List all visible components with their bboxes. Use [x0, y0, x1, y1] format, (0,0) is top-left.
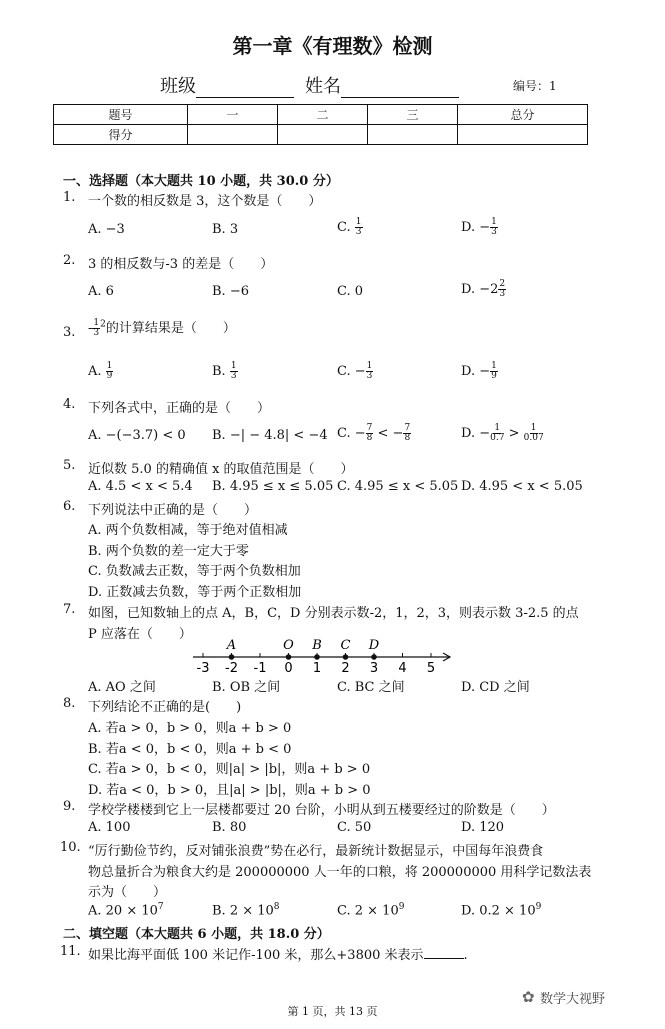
q2-number: 2. — [63, 253, 76, 268]
q3-stem: - $\frac{1}{3}$ $^2$的计算结果是（ ） — [88, 318, 236, 338]
q4-option-a[interactable]: A. −(−3.7) < 0 — [88, 428, 186, 443]
q6-stem: 下列说法中正确的是（ ） — [88, 503, 258, 518]
axis-point-label: A — [226, 638, 237, 653]
q10-stem-line1: “厉行勤俭节约，反对铺张浪费”势在必行，最新统计数据显示，中国每年浪费食 — [88, 844, 544, 859]
page-footer: 第 1 页，共 13 页 — [287, 1005, 378, 1018]
q3-option-a[interactable]: A. $\frac{1}{9}$ — [88, 361, 113, 381]
axis-point-label: O — [283, 638, 294, 653]
axis-tick-label: -3 — [196, 661, 210, 676]
q8-stem: 下列结论不正确的是( ) — [88, 700, 242, 715]
q9-number: 9. — [63, 799, 76, 814]
q10-option-b[interactable]: B. $2 \times 10^8$ — [212, 902, 280, 919]
score-cell[interactable] — [458, 125, 588, 145]
q5-option-a[interactable]: A. 4.5 < x < 5.4 — [88, 479, 193, 494]
table-cell: 三 — [368, 105, 458, 125]
q6-option-a[interactable]: A. 两个负数相减，等于绝对值相减 — [88, 523, 288, 538]
axis-point — [229, 654, 235, 660]
table-cell: 题号 — [54, 105, 188, 125]
q1-option-a[interactable]: A. −3 — [88, 222, 125, 237]
name-label: 姓名 — [305, 76, 341, 97]
q9-stem: 学校学楼楼到它上一层楼都要过 20 台阶，小明从到五楼要经过的阶数是（ ） — [88, 803, 555, 818]
section-choice-heading: 一、选择题（本大题共 10 小题，共 30.0 分） — [63, 174, 339, 189]
axis-tick-label: 5 — [426, 661, 436, 676]
q10-number: 10. — [60, 840, 81, 855]
table-cell: 一 — [188, 105, 278, 125]
q6-option-b[interactable]: B. 两个负数的差一定大于零 — [88, 544, 249, 559]
q5-option-b[interactable]: B. 4.95 ≤ x ≤ 5.05 — [212, 479, 334, 494]
axis-tick-label: 3 — [369, 661, 379, 676]
q7-stem-line1: 如图，已知数轴上的点 A，B，C，D 分别表示数-2，1，2，3，则表示数 3-2.5 的点 — [88, 606, 579, 621]
axis-tick-label: 2 — [341, 661, 350, 676]
q2-option-b[interactable]: B. −6 — [212, 284, 249, 299]
q11-number: 11. — [60, 944, 81, 959]
axis-point-label: B — [312, 638, 322, 653]
q7-option-c[interactable]: C. BC 之间 — [337, 680, 405, 695]
q9-option-c[interactable]: C. 50 — [337, 820, 372, 835]
q4-number: 4. — [63, 397, 76, 412]
q3-number: 3. — [63, 325, 76, 340]
q8-option-a[interactable]: A. 若a > 0，b > 0，则a + b > 0 — [88, 721, 292, 736]
q11-stem: 如果比海平面低 100 米记作-100 米，那么+3800 米表示 . — [88, 948, 468, 963]
q1-number: 1. — [63, 190, 76, 205]
q10-option-a[interactable]: A. $20 \times 10^7$ — [88, 902, 164, 919]
q4-option-c[interactable]: C. − $\frac{7}{8}$ < − $\frac{7}{8}$ — [337, 423, 411, 443]
score-cell[interactable] — [278, 125, 368, 145]
q3-option-d[interactable]: D. − $\frac{1}{9}$ — [461, 361, 497, 381]
q5-option-d[interactable]: D. 4.95 < x < 5.05 — [461, 479, 583, 494]
axis-tick-label: 0 — [284, 661, 293, 676]
axis-tick-label: 1 — [312, 661, 322, 676]
number-line-figure — [188, 637, 458, 677]
score-cell[interactable] — [188, 125, 278, 145]
q3-option-b[interactable]: B. $\frac{1}{3}$ — [212, 361, 237, 381]
q4-option-d[interactable]: D. − $\frac{1}{0.7}$ > $\frac{1}{0.07}$ — [461, 423, 544, 443]
q4-option-b[interactable]: B. −| − 4.8| < −4 — [212, 428, 328, 443]
table-cell: 总分 — [458, 105, 588, 125]
q5-stem: 近似数 5.0 的精确值 x 的取值范围是（ ） — [88, 462, 354, 477]
q8-option-b[interactable]: B. 若a < 0，b < 0，则a + b < 0 — [88, 742, 292, 757]
q2-option-c[interactable]: C. 0 — [337, 284, 364, 299]
q2-option-d[interactable]: D. −2 $\frac{2}{3}$ — [461, 279, 506, 299]
watermark: 数学大视野 — [540, 992, 606, 1007]
q9-option-d[interactable]: D. 120 — [461, 820, 505, 835]
axis-point-label: C — [340, 638, 351, 653]
axis-point — [343, 654, 349, 660]
axis-point — [314, 654, 320, 660]
class-blank[interactable] — [196, 79, 294, 98]
q5-number: 5. — [63, 458, 76, 473]
q7-option-d[interactable]: D. CD 之间 — [461, 680, 530, 695]
q6-option-d[interactable]: D. 正数减去负数，等于两个正数相加 — [88, 585, 302, 600]
q9-option-b[interactable]: B. 80 — [212, 820, 247, 835]
q7-stem-line2: P 应落在（ ） — [88, 627, 192, 642]
q9-option-a[interactable]: A. 100 — [88, 820, 131, 835]
section-fill-heading: 二、填空题（本大题共 6 小题，共 18.0 分） — [63, 927, 330, 942]
axis-point — [286, 654, 292, 660]
axis-point-label: D — [368, 638, 380, 653]
axis-tick-label: -2 — [225, 661, 238, 676]
class-field — [160, 72, 294, 98]
q2-option-a[interactable]: A. 6 — [88, 284, 114, 299]
table-row — [54, 125, 588, 145]
axis-tick-label: 4 — [398, 661, 407, 676]
score-table — [53, 104, 588, 145]
name-blank[interactable] — [341, 79, 459, 98]
q2-stem: 3 的相反数与-3 的差是（ ） — [88, 257, 274, 272]
q3-option-c[interactable]: C. − $\frac{1}{3}$ — [337, 361, 373, 381]
q4-stem: 下列各式中，正确的是（ ） — [88, 401, 271, 416]
q7-number: 7. — [63, 602, 76, 617]
class-label: 班级 — [160, 76, 196, 97]
axis-tick-label: -1 — [253, 661, 267, 676]
name-field — [305, 72, 459, 98]
axis-point — [371, 654, 377, 660]
doc-number: 编号：1 — [513, 79, 557, 93]
q1-option-d[interactable]: D. − $\frac{1}{3}$ — [461, 217, 497, 237]
q6-number: 6. — [63, 499, 76, 514]
q8-option-d[interactable]: D. 若a < 0，b > 0，且|a| > |b|，则a + b > 0 — [88, 783, 371, 798]
table-row — [54, 105, 588, 125]
wechat-icon: ✿ — [522, 988, 535, 1006]
table-cell: 得分 — [54, 125, 188, 145]
q10-stem-line3: 示为（ ） — [88, 885, 167, 900]
q6-option-c[interactable]: C. 负数减去正数，等于两个负数相加 — [88, 564, 301, 579]
q8-number: 8. — [63, 696, 76, 711]
q5-option-c[interactable]: C. 4.95 ≤ x < 5.05 — [337, 479, 459, 494]
q1-option-c[interactable]: C. $\frac{1}{3}$ — [337, 217, 362, 237]
score-cell[interactable] — [368, 125, 458, 145]
q7-option-a[interactable]: A. AO 之间 — [88, 680, 156, 695]
q7-option-b[interactable]: B. OB 之间 — [212, 680, 281, 695]
table-cell: 二 — [278, 105, 368, 125]
q10-option-d[interactable]: D. $0.2 \times 10^9$ — [461, 902, 542, 919]
q8-option-c[interactable]: C. 若a > 0，b < 0，则|a| > |b|，则a + b > 0 — [88, 762, 371, 777]
q1-stem: 一个数的相反数是 3，这个数是（ ） — [88, 194, 322, 209]
q11-answer-blank[interactable] — [424, 946, 464, 959]
page-title: 第一章《有理数》检测 — [232, 34, 433, 58]
q10-stem-line2: 物总量折合为粮食大约是 200000000 人一年的口粮，将 200000000 用科学记数法表 — [88, 865, 592, 880]
q10-option-c[interactable]: C. $2 \times 10^9$ — [337, 902, 405, 919]
q1-option-b[interactable]: B. 3 — [212, 222, 239, 237]
